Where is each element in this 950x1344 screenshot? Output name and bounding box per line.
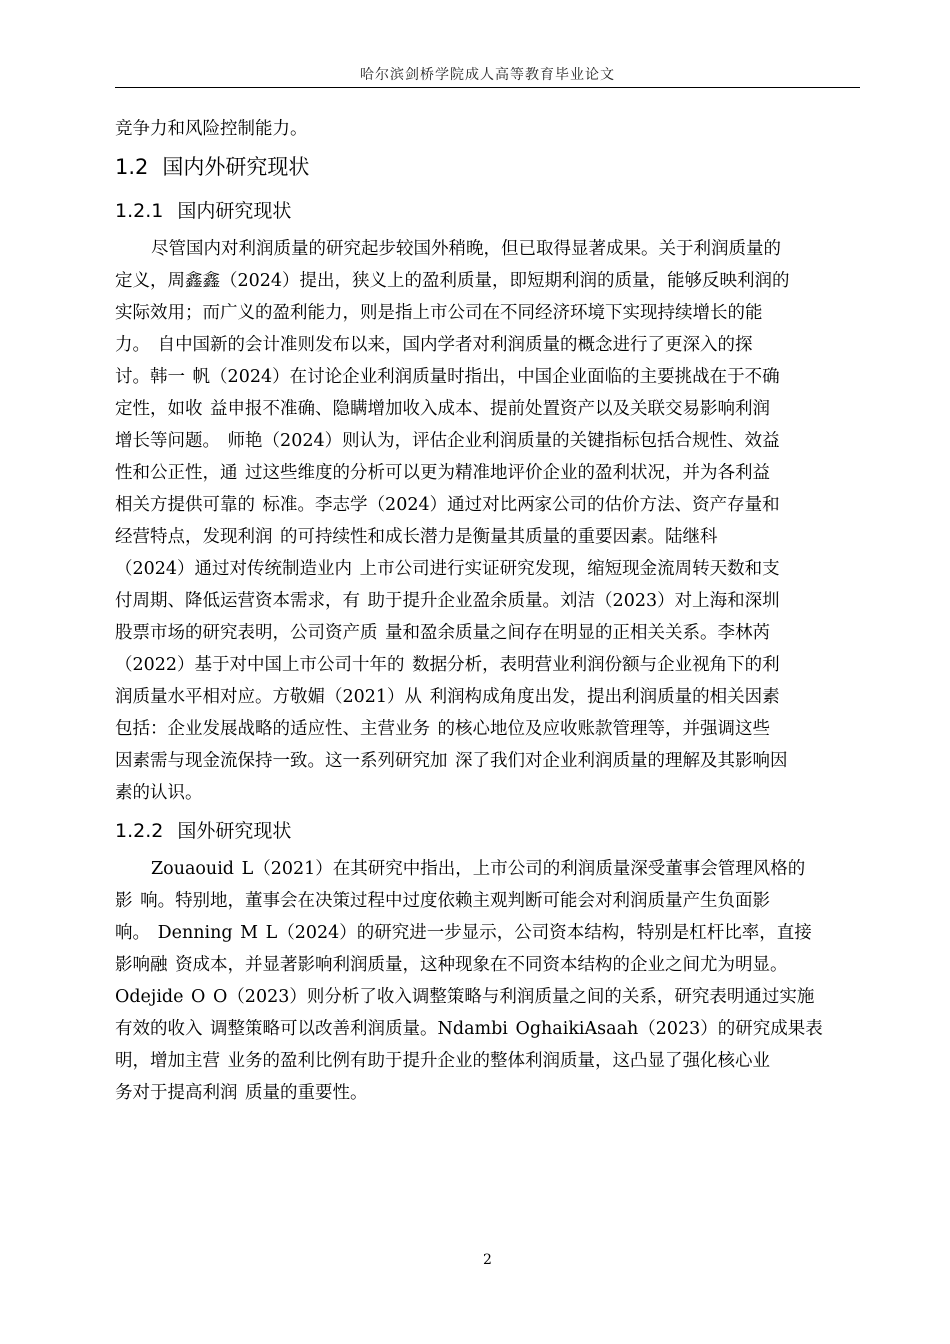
paragraph-line: 包括：企业发展战略的适应性、主营业务 的核心地位及应收账款管理等，并强调这些 <box>115 719 771 739</box>
paragraph-line: 力。 自中国新的会计准则发布以来，国内学者对利润质量的概念进行了更深入的探 <box>115 335 753 355</box>
paragraph-line: 影 响。特别地，董事会在决策过程中过度依赖主观判断可能会对利润质量产生负面影 <box>115 891 771 911</box>
paragraph-line: 经营特点，发现利润 的可持续性和成长潜力是衡量其质量的重要因素。陆继科 <box>115 527 718 547</box>
paragraph-line: 明，增加主营 业务的盈利比例有助于提升企业的整体利润质量，这凸显了强化核心业 <box>115 1051 771 1071</box>
page-body <box>115 113 860 1109</box>
paragraph-line: 实际效用；而广义的盈利能力，则是指上市公司在不同经济环境下实现持续增长的能 <box>115 303 763 323</box>
subsection-heading-foreign <box>115 809 860 853</box>
paragraph-line: 响。 Denning M L（2024）的研究进一步显示，公司资本结构，特别是杠杆比率，直接 <box>115 923 812 943</box>
paragraph-line: （2022）基于对中国上市公司十年的 数据分析，表明营业利润份额与企业视角下的利 <box>115 655 780 675</box>
paragraph-line: 有效的收入 调整策略可以改善利润质量。Ndambi OghaikiAsaah（2023）的研究成果表 <box>115 1019 823 1039</box>
paragraph-line: 务对于提高利润 质量的重要性。 <box>115 1083 368 1103</box>
paragraph-line: 性和公正性，通 过这些维度的分析可以更为精准地评价企业的盈利状况，并为各利益 <box>115 463 771 483</box>
foreign-paragraph <box>115 853 860 1109</box>
paragraph-line: Odejide O O（2023）则分析了收入调整策略与利润质量之间的关系，研究表明通过实施 <box>115 987 815 1007</box>
paragraph-line: 润质量水平相对应。方敬媚（2021）从 利润构成角度出发，提出利润质量的相关因素 <box>115 687 780 707</box>
paragraph-line: 讨。韩一 帆（2024）在讨论企业利润质量时指出，中国企业面临的主要挑战在于不确 <box>115 367 780 387</box>
subsection-title: 国外研究现状 <box>177 820 292 842</box>
continuation-text: 竞争力和风险控制能力。 <box>115 119 308 139</box>
paragraph-line: 定性，如收 益申报不准确、隐瞒增加收入成本、提前处置资产以及关联交易影响利润 <box>115 399 771 419</box>
page-number: 2 <box>483 1252 492 1268</box>
domestic-paragraph <box>115 233 860 809</box>
paragraph-line: 付周期、降低运营资本需求，有 助于提升企业盈余质量。刘洁（2023）对上海和深圳 <box>115 591 780 611</box>
subsection-number: 1.2.2 <box>115 820 164 842</box>
paragraph-line: 增长等问题。 师艳（2024）则认为，评估企业利润质量的关键指标包括合规性、效益 <box>115 431 780 451</box>
section-title: 国内外研究现状 <box>162 155 310 179</box>
paragraph-line: 相关方提供可靠的 标准。李志学（2024）通过对比两家公司的估价方法、资产存量和 <box>115 495 780 515</box>
section-heading <box>115 145 860 189</box>
paragraph-line: 影响融 资成本，并显著影响利润质量，这种现象在不同资本结构的企业之间尤为明显。 <box>115 955 788 975</box>
running-header: 哈尔滨剑桥学院成人高等教育毕业论文 <box>360 67 615 83</box>
header-rule <box>115 87 860 88</box>
paragraph-line: 素的认识。 <box>115 783 203 803</box>
paragraph-line: 尽管国内对利润质量的研究起步较国外稍晚，但已取得显著成果。关于利润质量的 <box>151 239 781 259</box>
paragraph-line: 定义，周鑫鑫（2024）提出，狭义上的盈利质量，即短期利润的质量，能够反映利润的 <box>115 271 790 291</box>
paragraph-line: 股票市场的研究表明，公司资产质 量和盈余质量之间存在明显的正相关关系。李林芮 <box>115 623 771 643</box>
subsection-title: 国内研究现状 <box>177 200 292 222</box>
subsection-number: 1.2.1 <box>115 200 164 222</box>
section-number: 1.2 <box>115 155 149 179</box>
paragraph-line: （2024）通过对传统制造业内 上市公司进行实证研究发现，缩短现金流周转天数和支 <box>115 559 780 579</box>
paragraph-line: 因素需与现金流保持一致。这一系列研究加 深了我们对企业利润质量的理解及其影响因 <box>115 751 788 771</box>
paragraph-line: Zouaouid L（2021）在其研究中指出，上市公司的利润质量深受董事会管理风格的 <box>151 859 806 879</box>
subsection-heading-domestic <box>115 189 860 233</box>
